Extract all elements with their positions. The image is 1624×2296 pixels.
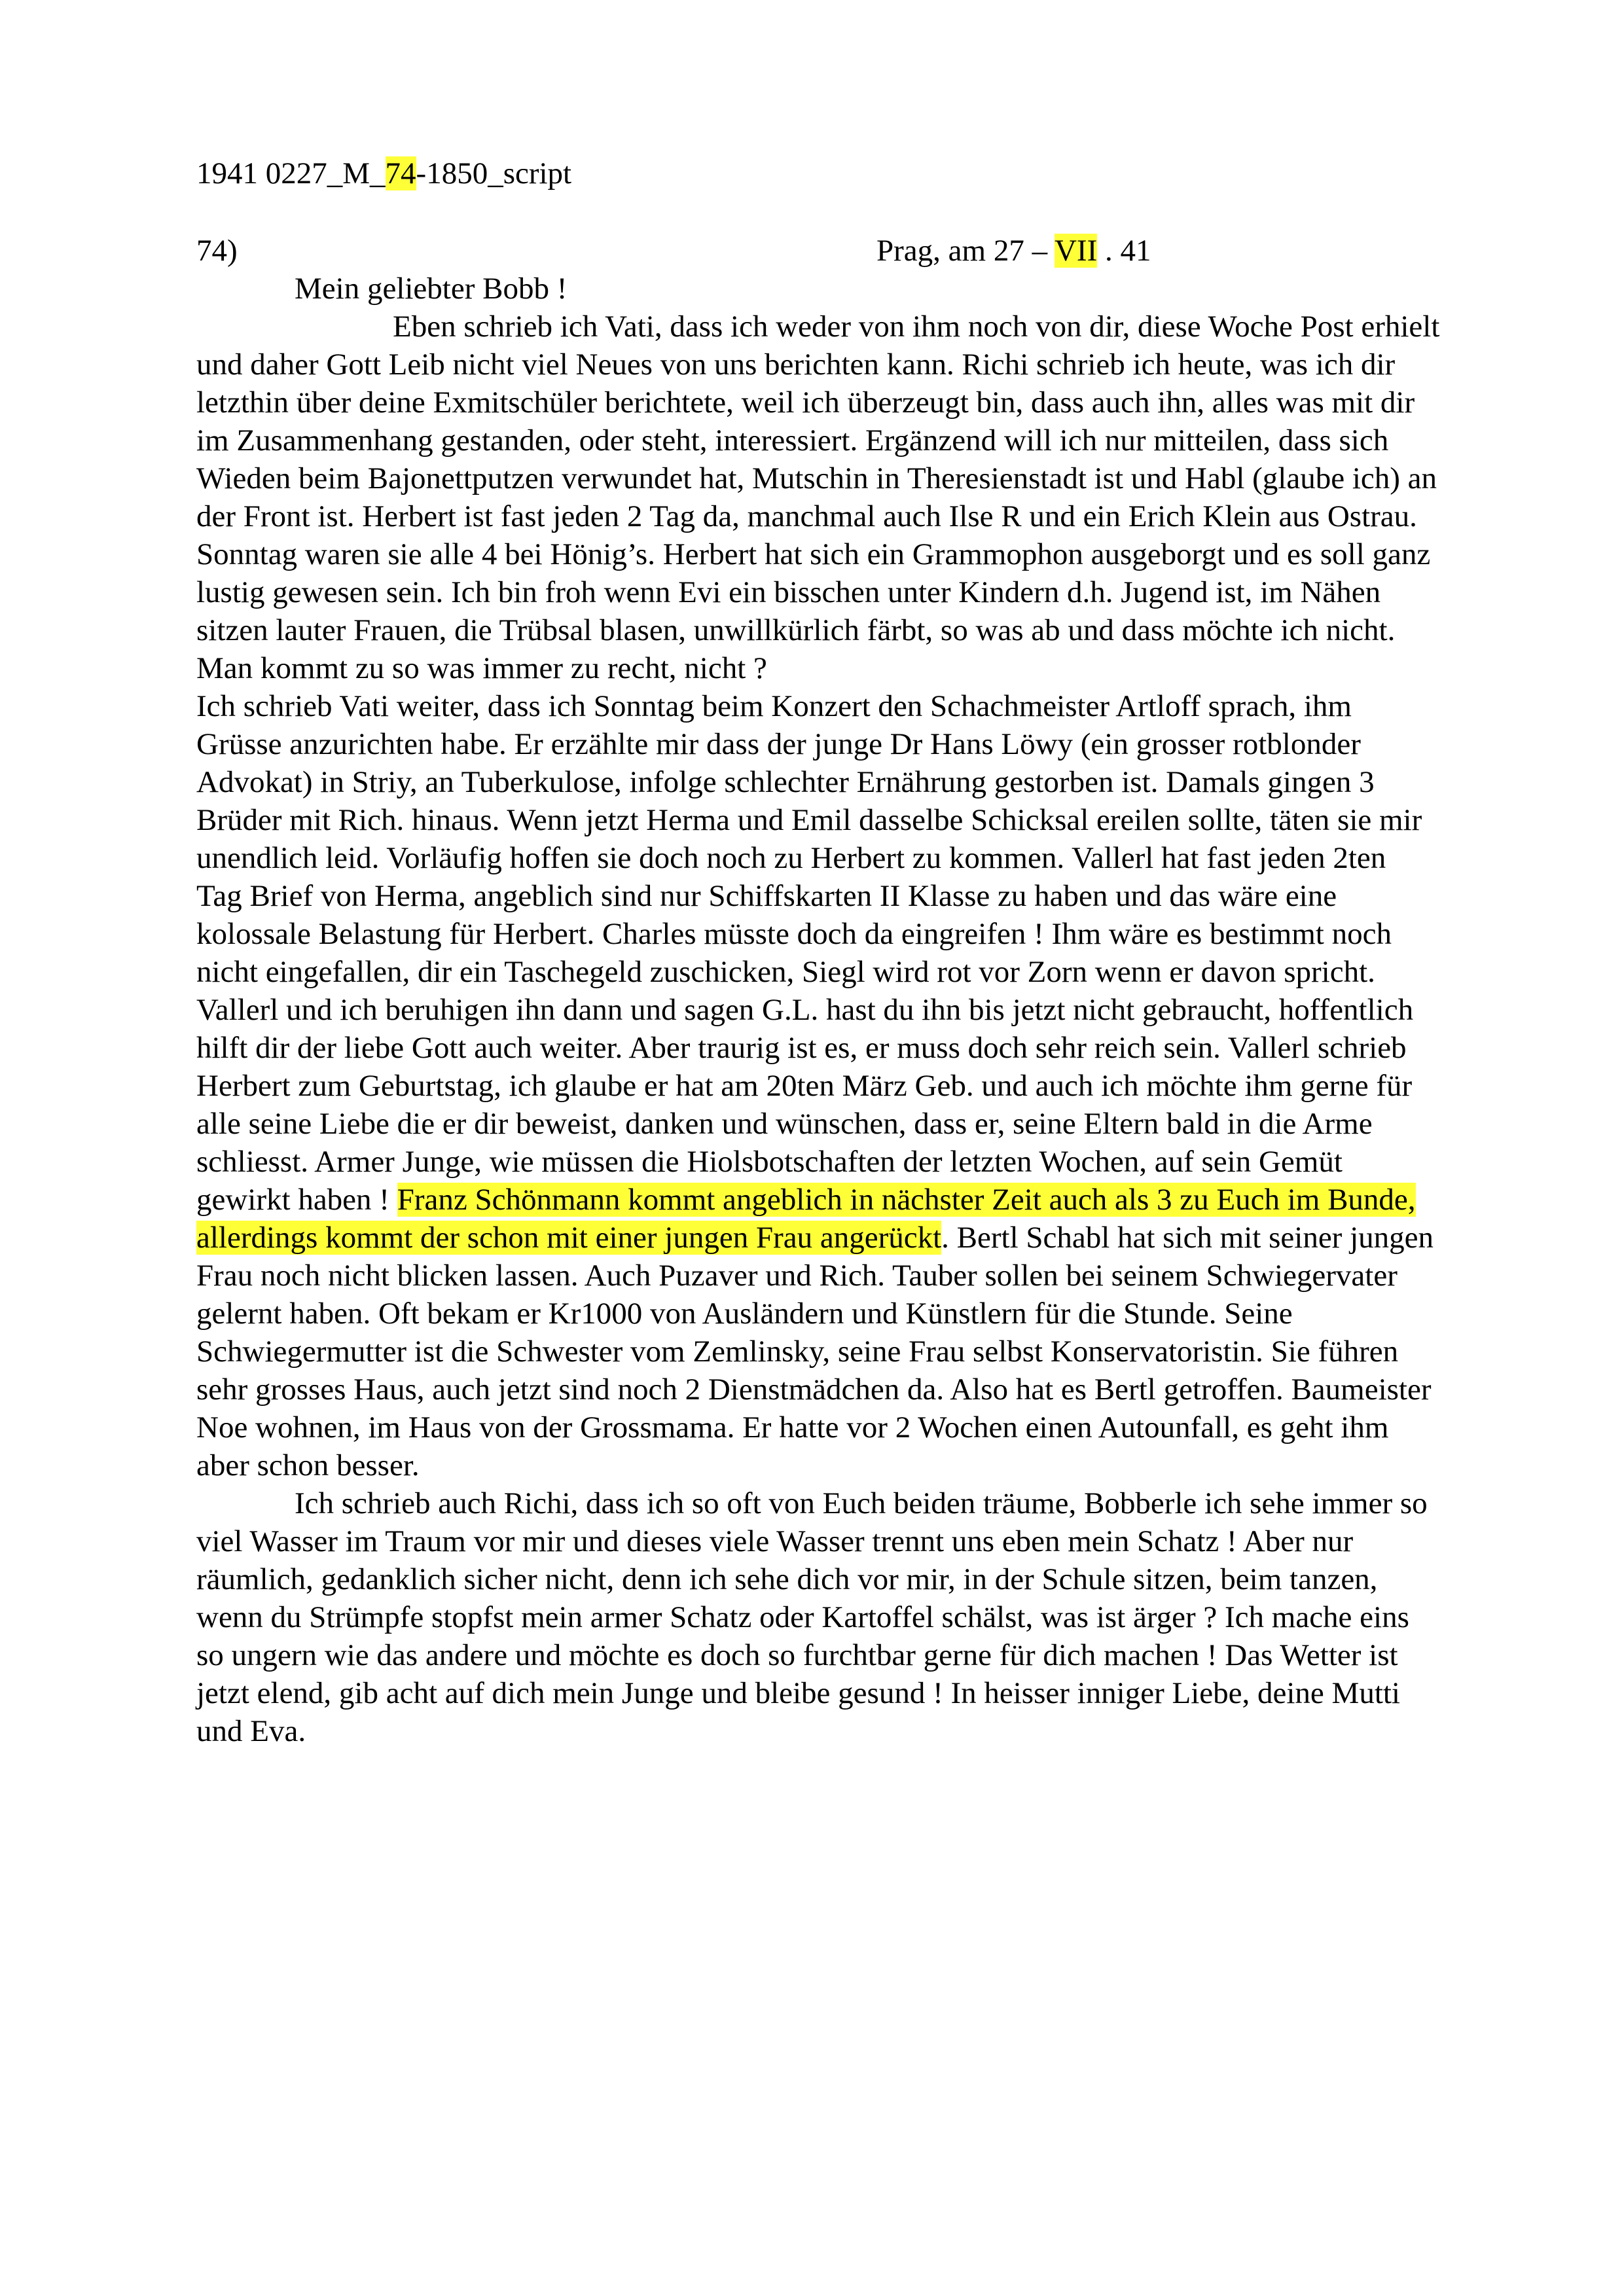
body-line: Schwiegermutter ist die Schwester vom Zemlinsky, seine Frau selbst Konservatoristin. Sie führen	[196, 1335, 1399, 1369]
body-line: der Front ist. Herbert ist fast jeden 2 Tag da, manchmal auch Ilse R und ein Erich Klein aus Ostrau.	[196, 499, 1417, 533]
header-highlight: 74	[385, 156, 416, 190]
body-line: Vallerl und ich beruhigen ihn dann und sagen G.L. hast du ihn bis jetzt nicht gebraucht, hoffentlich	[196, 993, 1414, 1027]
highlight-line2-marked: allerdings kommt der schon mit einer jungen Frau angerückt	[196, 1221, 942, 1255]
date-suffix: . 41	[1097, 234, 1151, 268]
body-line: nicht eingefallen, dir ein Taschegeld zuschicken, Siegl wird rot vor Zorn wenn er davon spricht.	[196, 955, 1375, 989]
body-line: Sonntag waren sie alle 4 bei Hönig’s. Herbert hat sich ein Grammophon ausgeborgt und es soll ganz	[196, 537, 1431, 571]
body-line: Tag Brief von Herma, angeblich sind nur Schiffskarten II Klasse zu haben und das wäre eine	[196, 879, 1337, 913]
body-line: hilft dir der liebe Gott auch weiter. Aber traurig ist es, er muss doch sehr reich sein. Vallerl schrieb	[196, 1031, 1407, 1065]
highlight-line1-marked: Franz Schönmann kommt angeblich in nächster Zeit auch als 3 zu Euch im Bunde,	[397, 1183, 1416, 1217]
body-line: Eben schrieb ich Vati, dass ich weder von ihm noch von dir, diese Woche Post erhielt	[393, 310, 1440, 344]
letter-number: 74)	[196, 234, 238, 268]
body-line: Grüsse anzurichten habe. Er erzählte mir dass der junge Dr Hans Löwy (ein grosser rotblonder	[196, 727, 1361, 761]
body-line: und daher Gott Leib nicht viel Neues von uns berichten kann. Richi schrieb ich heute, was ich dir	[196, 348, 1396, 382]
body-line: kolossale Belastung für Herbert. Charles müsste doch da eingreifen ! Ihm wäre es bestimmt noch	[196, 917, 1392, 951]
letter-body	[196, 308, 1499, 1750]
body-line-highlighted	[196, 1219, 1499, 1257]
header-prefix: 1941 0227_M_	[196, 156, 386, 190]
body-line: sitzen lauter Frauen, die Trübsal blasen, unwillkürlich färbt, so was ab und dass möchte ich nicht.	[196, 613, 1396, 647]
salutation: Mein geliebter Bobb !	[295, 272, 568, 306]
body-line: alle seine Liebe die er dir beweist, danken und wünschen, dass er, seine Eltern bald in die Arme	[196, 1107, 1373, 1141]
final-paragraph-line: jetzt elend, gib acht auf dich mein Junge und bleibe gesund ! In heisser inniger Liebe, deine Mutti	[196, 1676, 1400, 1710]
final-paragraph-line: wenn du Strümpfe stopfst mein armer Schatz oder Kartoffel schälst, was ist ärger ? Ich mache eins	[196, 1600, 1409, 1634]
body-line: gelernt haben. Oft bekam er Kr1000 von Ausländern und Künstlern für die Stunde. Seine	[196, 1297, 1293, 1331]
body-line: Herbert zum Geburtstag, ich glaube er hat am 20ten März Geb. und auch ich möchte ihm gerne für	[196, 1069, 1413, 1103]
body-line: Wieden beim Bajonettputzen verwundet hat, Mutschin in Theresienstadt ist und Habl (glaube ich) an	[196, 461, 1437, 495]
date-highlight: VII	[1054, 234, 1098, 268]
body-line: sehr grosses Haus, auch jetzt sind noch 2 Dienstmädchen da. Also hat es Bertl getroffen. Baumeister	[196, 1372, 1432, 1407]
highlight-line2-plain: . Bertl Schabl hat sich mit seiner jungen	[941, 1221, 1434, 1255]
body-line: schliesst. Armer Junge, wie müssen die Hiolsbotschaften der letzten Wochen, auf sein Gemüt	[196, 1145, 1343, 1179]
body-line: Noe wohnen, im Haus von der Grossmama. Er hatte vor 2 Wochen einen Autounfall, es geht ihm	[196, 1410, 1389, 1444]
body-line: letzthin über deine Exmitschüler berichtete, weil ich überzeugt bin, dass auch ihn, alles was mit dir	[196, 386, 1415, 420]
final-paragraph-line: Ich schrieb auch Richi, dass ich so oft von Euch beiden träume, Bobberle ich sehe immer so	[295, 1486, 1428, 1520]
document-header	[196, 154, 571, 192]
body-line-highlighted	[196, 1181, 1499, 1219]
final-paragraph-line: viel Wasser im Traum vor mir und dieses viele Wasser trennt uns eben mein Schatz ! Aber nur	[196, 1524, 1354, 1558]
body-line: im Zusammenhang gestanden, oder steht, interessiert. Ergänzend will ich nur mitteilen, dass sich	[196, 423, 1389, 457]
header-suffix: -1850_script	[416, 156, 572, 190]
body-line: Man kommt zu so was immer zu recht, nicht ?	[196, 651, 767, 685]
final-paragraph-line: und Eva.	[196, 1714, 306, 1748]
final-paragraph-line: räumlich, gedanklich sicher nicht, denn ich sehe dich vor mir, in der Schule sitzen, beim tanzen,	[196, 1562, 1378, 1596]
body-line: Frau noch nicht blicken lassen. Auch Puzaver und Rich. Tauber sollen bei seinem Schwiegervater	[196, 1259, 1398, 1293]
letter-date	[876, 232, 1151, 270]
body-line: aber schon besser.	[196, 1448, 420, 1482]
letter-number-line	[196, 232, 1440, 270]
body-line: lustig gewesen sein. Ich bin froh wenn Evi ein bisschen unter Kindern d.h. Jugend ist, im Nähen	[196, 575, 1381, 609]
date-prefix: Prag, am 27 –	[876, 234, 1055, 268]
body-line: unendlich leid. Vorläufig hoffen sie doch noch zu Herbert zu kommen. Vallerl hat fast jeden 2ten	[196, 841, 1386, 875]
final-paragraph-line: so ungern wie das andere und möchte es doch so furchtbar gerne für dich machen ! Das Wetter ist	[196, 1638, 1398, 1672]
body-line: Ich schrieb Vati weiter, dass ich Sonntag beim Konzert den Schachmeister Artloff sprach, ihm	[196, 689, 1352, 723]
highlight-line1-plain: gewirkt haben !	[196, 1183, 397, 1217]
body-line: Advokat) in Striy, an Tuberkulose, infolge schlechter Ernährung gestorben ist. Damals gingen 3	[196, 765, 1375, 799]
body-line: Brüder mit Rich. hinaus. Wenn jetzt Herma und Emil dasselbe Schicksal ereilen sollte, täten sie mir	[196, 803, 1422, 837]
